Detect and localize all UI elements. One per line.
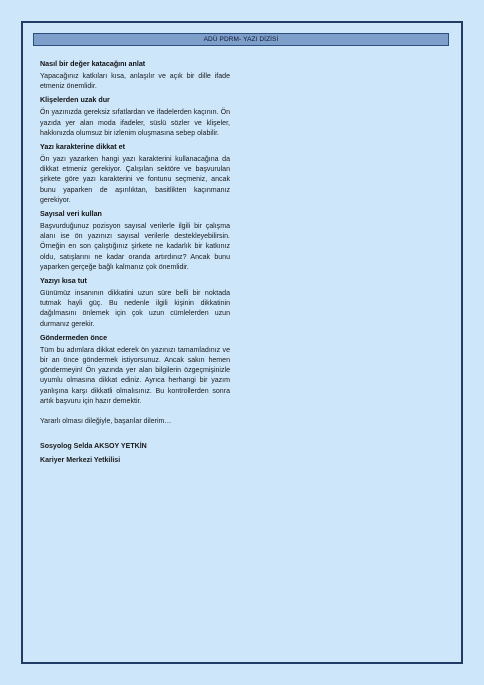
section xyxy=(40,209,230,273)
section-text: Tüm bu adımlara dikkat ederek ön yazınızı tamamladınız ve bir an önce göndermek istiyorsunuz. Ancak sakın hemen göndermeyin! Ön yazında yer alan bilgilerin özgeçmişinizle uyumlu olmasına dikkat ediniz. Ayrıca herhangi bir yazım yanlışına karşı dikkatli olmalısınız. Bu kontrollerden sonra artık başvuru için hazır demektir. xyxy=(40,346,230,405)
section-text: Ön yazı yazarken hangi yazı karakterini kullanacağına da dikkat etmeniz gerekiyor. Çalışılan sektöre ve başvurulan şirkete göre yazı karakterini ve fontunu seçmeniz, ancak bunu yaparken de aşırılıktan, basitlikten kaçınmanız gerekiyor. xyxy=(40,156,230,204)
section-text: Günümüz insanının dikkatini uzun süre belli bir noktada tutmak hayli güç. Bu nedenle ilgili kişinin dikkatinin dağılmasını önlemek için çok uzun cümlelerden uzun durmanız gerekir. xyxy=(40,290,230,328)
section-heading: Yazıyı kısa tut xyxy=(40,277,87,286)
section-heading: Göndermeden önce xyxy=(40,333,108,342)
section-text: Ön yazınızda gereksiz sıfatlardan ve ifadelerden kaçının. Ön yazıda yer alan moda ifadeler, süslü sözler ve klişeler, hakkınızda olumsuz bir izlenim oluşmasına sebep olabilir. xyxy=(40,109,230,137)
signature-role: Kariyer Merkezi Yetkilisi xyxy=(40,457,121,465)
section-heading: Yazı karakterine dikkat et xyxy=(40,143,125,152)
section-heading: Nasıl bir değer katacağını anlat xyxy=(40,60,146,68)
signature-name: Sosyolog Selda AKSOY YETKİN xyxy=(40,443,147,451)
section xyxy=(40,95,230,139)
section xyxy=(40,333,230,407)
section-heading: Klişelerden uzak dur xyxy=(40,96,110,105)
section xyxy=(40,59,230,92)
closing-text: Yararlı olması dileğiyle, başarılar dilerim… xyxy=(40,418,172,426)
header-title: ADÜ PDRM- YAZI DİZİSİ xyxy=(203,36,279,43)
signature-block xyxy=(40,441,230,466)
section-text: Yapacağınız katkıları kısa, anlaşılır ve açık bir dille ifade etmeniz önemlidir. xyxy=(40,73,230,91)
article-body xyxy=(40,59,230,469)
section xyxy=(40,276,230,330)
section-heading: Sayısal veri kullan xyxy=(40,210,102,219)
section-text: Başvurduğunuz pozisyon sayısal verilerle ilgili bir çalışma alanı ise ön yazınızı sayısal verilerle destekleyebilirsin. Örneğin en son çalıştığınız şirkete ne kadarlık bir katkınız oldu, satışlarını ne kadar oranda artırdınız? Ancak bunu yaparken gerçeğe bağlı kalmanız çok önemlidir. xyxy=(40,223,230,271)
section xyxy=(40,142,230,206)
header-bar xyxy=(33,33,449,46)
